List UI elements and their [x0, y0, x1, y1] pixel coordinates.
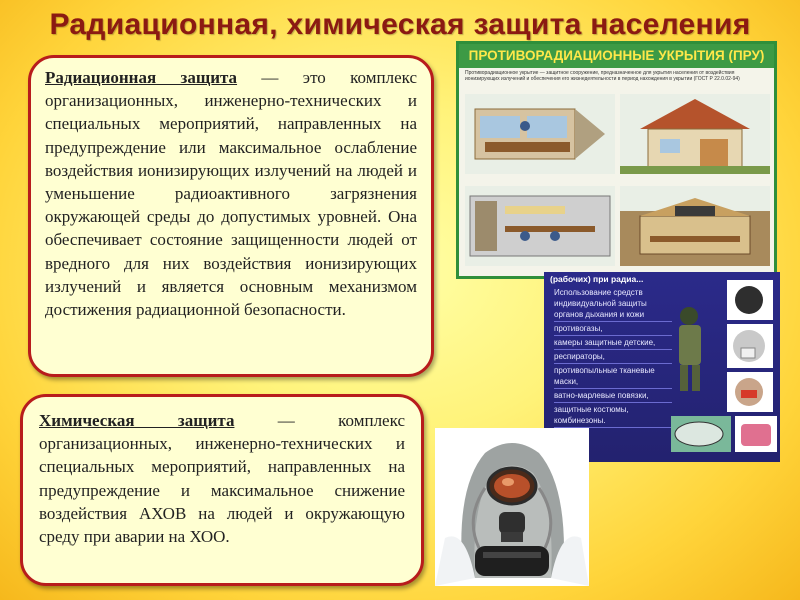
gas-mask-icon	[435, 428, 589, 586]
shelter-illustration-2	[620, 94, 770, 174]
ppe-list-item: ватно-марлевые повязки,	[554, 389, 672, 403]
radiation-body: — это комплекс организационных, инженерно-технических и специальных мероприятий, направленных на предупреждение или максимальное ослабление воздействия ионизирующих излучений на людей и уменьшение радиоактивного загрязнения окружающей среды до допустимых уровней. Она обеспечивает состояние защищенности людей от вредного для них воздействия ионизирующих излучений и является основным механизмом достижения радиационной безопасности.	[45, 68, 417, 320]
radiation-definition-text	[45, 66, 417, 321]
ppe-list-item: камеры защитные детские,	[554, 336, 672, 350]
radiation-term: Радиационная защита	[45, 68, 238, 87]
chemical-body: — комплекс организационных, инженерно-технических и специальных мероприятий, направленных на предупреждение и максимальное снижение воздействия АХОВ на людей и окружающую среду при аварии на ХОО.	[39, 411, 405, 547]
shelter-poster-heading: ПРОТИВОРАДИАЦИОННЫЕ УКРЫТИЯ (ПРУ)	[459, 44, 774, 68]
shelter-illustration-4	[620, 186, 770, 266]
ppe-list-item: защитные костюмы, комбинезоны.	[554, 403, 672, 428]
ppe-list-item: респираторы,	[554, 350, 672, 364]
shelter-poster-subtext: Противорадиационное укрытие — защитное сооружение, предназначенное для укрытия населения от воздействия ионизирующих излучений и обеспечения его жизнедеятельности в период нахождения в укрытии (ГОСТ Р 22.0.02-94)	[465, 70, 740, 82]
ppe-poster-list	[554, 286, 672, 428]
chemical-definition-box	[20, 394, 424, 586]
ppe-list-item: Использование средств индивидуальной защиты органов дыхания и кожи	[554, 286, 672, 322]
ppe-poster-heading: (рабочих) при радиа...	[550, 274, 644, 284]
chemical-term: Химическая защита	[39, 411, 235, 430]
ppe-illustrations	[669, 278, 779, 458]
ppe-list-item: противогазы,	[554, 322, 672, 336]
page-title: Радиационная, химическая защита населения	[49, 8, 751, 41]
gas-mask-photo	[435, 428, 589, 586]
shelter-poster	[456, 41, 777, 279]
shelter-illustration-3	[465, 186, 615, 266]
shelter-illustration-1	[465, 94, 615, 174]
radiation-definition-box	[28, 55, 434, 377]
ppe-list-item: противопыльные тканевые маски,	[554, 364, 672, 389]
chemical-definition-text	[39, 409, 405, 548]
